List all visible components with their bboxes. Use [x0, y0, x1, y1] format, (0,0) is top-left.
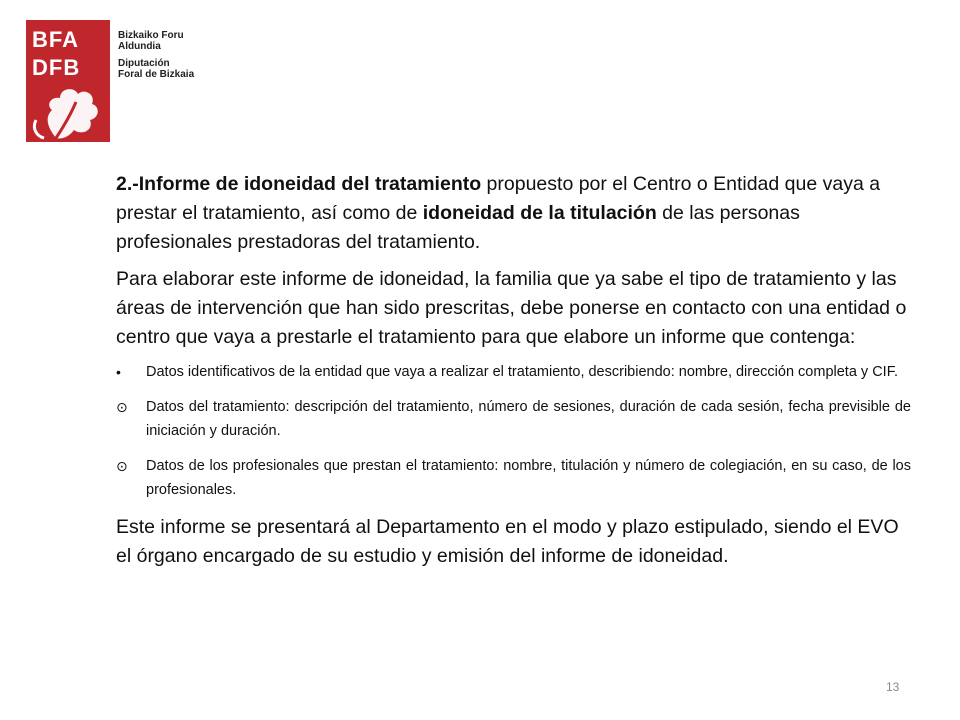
bfa-dfb-logo [26, 20, 194, 142]
list-item [116, 454, 911, 502]
intro-text-2: de las personas profesionales prestadoras del tratamiento. [116, 202, 800, 253]
intro-paragraph [116, 170, 911, 257]
logo-name-es-2: Foral de Bizkaia [118, 69, 195, 80]
page-number: 13 [886, 680, 900, 694]
oak-leaf-icon [26, 80, 110, 142]
requirements-list [116, 360, 911, 502]
logo-line-2: DFB [32, 55, 81, 80]
slide-content [116, 170, 911, 579]
intro-bold-2: idoneidad de la titulación [422, 202, 657, 224]
logo-name-eu-1: Bizkaiko Foru [118, 30, 184, 41]
bullet-icon: • [116, 364, 121, 380]
list-item-text: Datos del tratamiento: descripción del tratamiento, número de sesiones, duración de cada sesión, fecha previsible de iniciación y duración. [146, 399, 911, 439]
intro-bold-title: 2.-Informe de idoneidad del tratamiento [116, 173, 482, 195]
list-item-text: Datos de los profesionales que prestan el tratamiento: nombre, titulación y número de colegiación, en su caso, de los profesionales. [146, 458, 911, 498]
logo-name-eu-2: Aldundia [118, 41, 161, 52]
closing-paragraph: Este informe se presentará al Departamento en el modo y plazo estipulado, siendo el EVO el órgano encargado de su estudio y emisión del informe de idoneidad. [116, 516, 899, 567]
bullet-icon: ⊙ [116, 458, 128, 474]
logo-wordmark [118, 30, 194, 80]
logo-name-es-1: Diputación [118, 58, 170, 69]
list-item-text: Datos identificativos de la entidad que vaya a realizar el tratamiento, describiendo: nombre, dirección completa y CIF. [146, 364, 898, 380]
intro-text-1: propuesto por el Centro o Entidad que vaya a prestar el tratamiento, así como de [116, 173, 881, 224]
list-item [116, 360, 911, 384]
instructions-paragraph: Para elaborar este informe de idoneidad, la familia que ya sabe el tipo de tratamiento y las áreas de intervención que han sido prescritas, debe ponerse en contacto con una entidad o centro que vaya a prestarle el tratamiento para que elabore un informe que contenga: [116, 268, 907, 348]
logo-emblem [26, 20, 110, 142]
bullet-icon: ⊙ [116, 399, 128, 415]
logo-line-1: BFA [32, 27, 79, 52]
list-item [116, 395, 911, 443]
